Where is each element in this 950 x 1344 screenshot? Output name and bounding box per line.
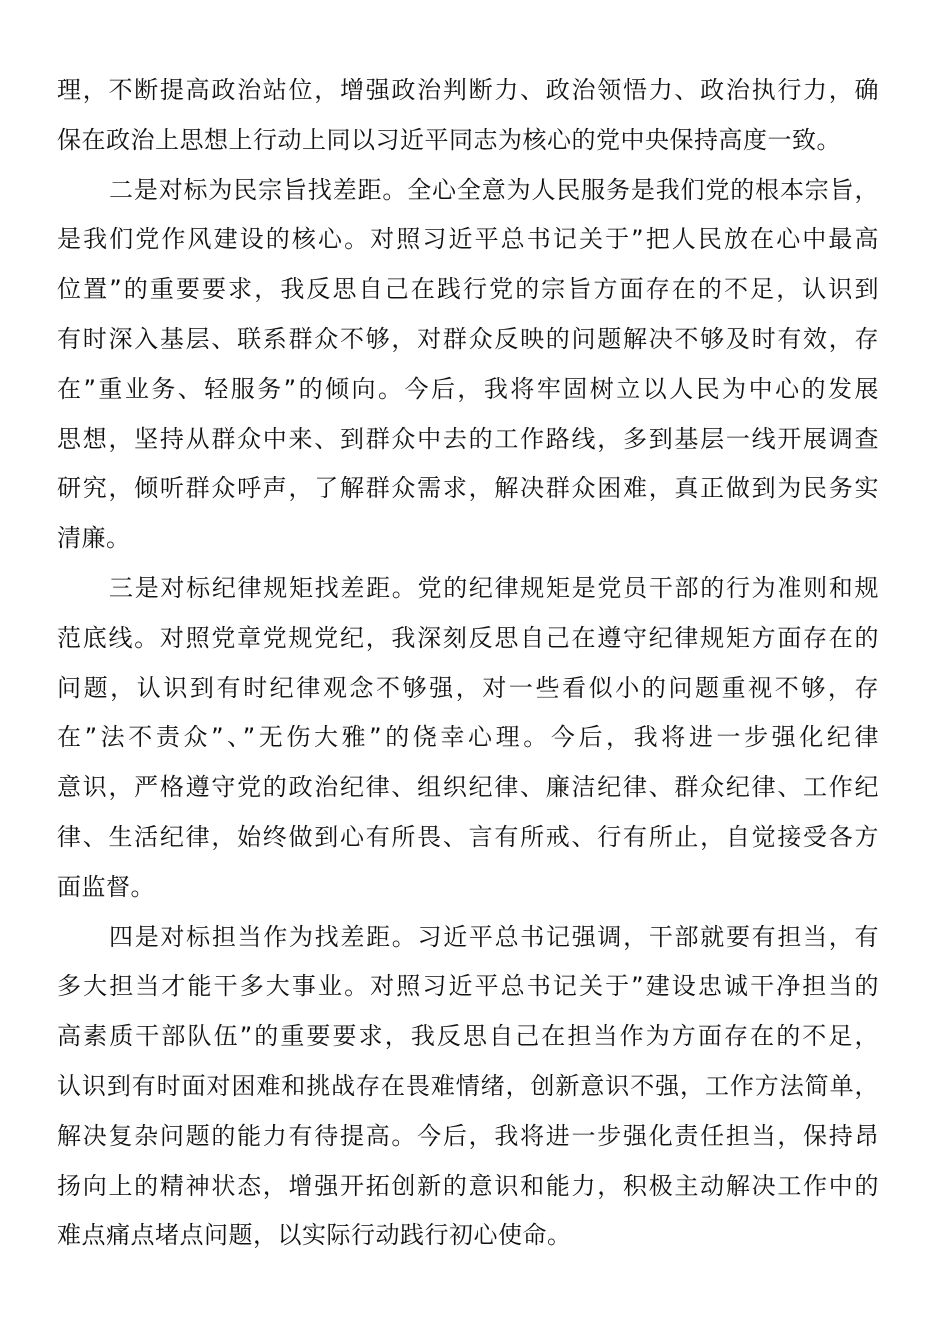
text-line: 认识到有时面对困难和挑战存在畏难情绪，创新意识不强，工作方法简单， [57,1071,879,1100]
text-line: 是我们党作风建设的核心。对照习近平总书记关于”把人民放在心中最高 [57,225,879,254]
text-line: 思想，坚持从群众中来、到群众中去的工作路线，多到基层一线开展调查 [57,424,879,453]
text-line: 在”重业务、轻服务”的倾向。今后，我将牢固树立以人民为中心的发展 [57,374,879,403]
paragraph-start-line: 四是对标担当作为找差距。习近平总书记强调，干部就要有担当，有 [109,922,879,951]
text-line: 解决复杂问题的能力有待提高。今后，我将进一步强化责任担当，保持昂 [57,1121,879,1150]
paragraph-start-line: 三是对标纪律规矩找差距。党的纪律规矩是党员干部的行为准则和规 [109,573,879,602]
text-line: 难点痛点堵点问题，以实际行动践行初心使命。 [57,1221,572,1250]
text-line: 多大担当才能干多大事业。对照习近平总书记关于”建设忠诚干净担当的 [57,972,879,1001]
text-line: 研究，倾听群众呼声，了解群众需求，解决群众困难，真正做到为民务实 [57,474,879,503]
text-line: 律、生活纪律，始终做到心有所畏、言有所戒、行有所止，自觉接受各方 [57,822,879,851]
text-line: 意识，严格遵守党的政治纪律、组织纪律、廉洁纪律、群众纪律、工作纪 [57,773,879,802]
text-line: 在”法不责众”、”无伤大雅”的侥幸心理。今后，我将进一步强化纪律 [57,723,879,752]
text-line: 有时深入基层、联系群众不够，对群众反映的问题解决不够及时有效，存 [57,324,879,353]
text-line: 面监督。 [57,872,155,901]
text-line: 位置”的重要要求，我反思自己在践行党的宗旨方面存在的不足，认识到 [57,275,879,304]
text-line: 保在政治上思想上行动上同以习近平同志为核心的党中央保持高度一致。 [57,125,841,154]
text-line: 高素质干部队伍”的重要要求，我反思自己在担当作为方面存在的不足， [57,1022,879,1051]
text-line: 问题，认识到有时纪律观念不够强，对一些看似小的问题重视不够，存 [57,673,879,702]
text-line: 理，不断提高政治站位，增强政治判断力、政治领悟力、政治执行力，确 [57,76,879,104]
paragraph-start-line: 二是对标为民宗旨找差距。全心全意为人民服务是我们党的根本宗旨， [109,175,879,204]
text-line: 扬向上的精神状态，增强开拓创新的意识和能力，积极主动解决工作中的 [57,1171,879,1200]
document-page [57,66,879,1261]
text-line: 范底线。对照党章党规党纪，我深刻反思自己在遵守纪律规矩方面存在的 [57,623,879,652]
text-line: 清廉。 [57,524,131,553]
